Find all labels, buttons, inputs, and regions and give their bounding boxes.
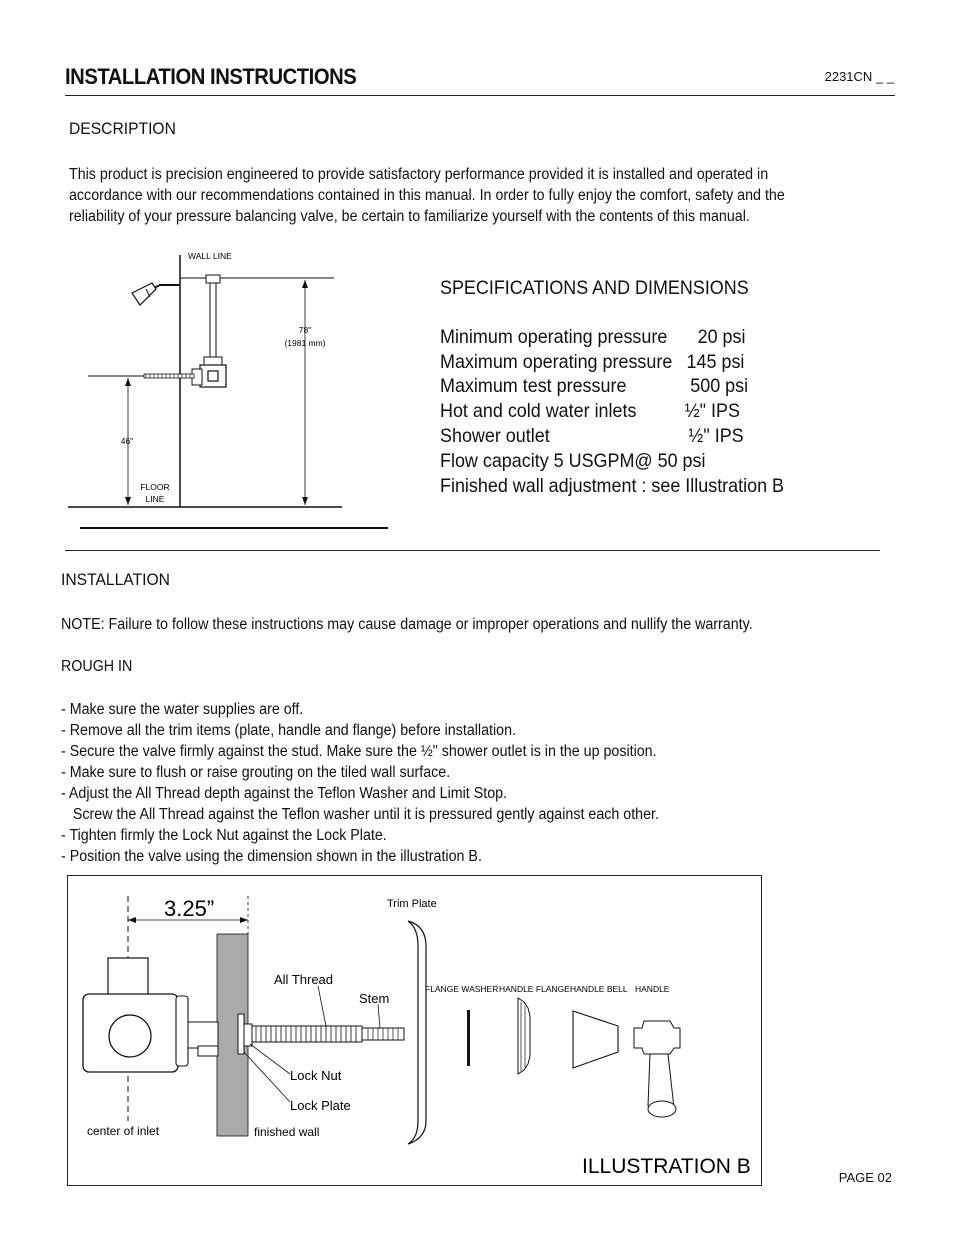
floor-line-label-2: LINE <box>145 494 165 504</box>
description-heading: DESCRIPTION <box>69 119 176 138</box>
spec-label: Maximum test pressure <box>440 375 627 398</box>
installation-heading: INSTALLATION <box>61 570 170 589</box>
spec-value: ½" IPS <box>684 400 740 423</box>
handle-bell-label: HANDLE BELL <box>570 984 628 994</box>
model-code: 2231CN _ _ <box>824 69 894 84</box>
handle-icon <box>634 1021 680 1117</box>
lock-plate <box>238 1014 244 1054</box>
spec-value: 500 psi <box>690 375 749 398</box>
illustration-b-frame <box>67 875 762 1186</box>
riser-pipe <box>210 281 216 361</box>
stem-label: Stem <box>359 991 390 1006</box>
center-of-inlet-label: center of inlet <box>87 1124 160 1138</box>
installation-note: NOTE: Failure to follow these instructions may cause damage or improper operations and nullify the warranty. <box>61 616 753 633</box>
spec-row <box>440 350 784 375</box>
rough-in-steps <box>61 699 659 867</box>
header-divider <box>65 95 895 96</box>
threaded-stem-icon <box>144 374 194 378</box>
spec-label: Hot and cold water inlets <box>440 400 637 423</box>
list-item: - Remove all the trim items (plate, handle and flange) before installation. <box>61 722 516 739</box>
specifications-block <box>440 276 784 498</box>
list-item: - Secure the valve firmly against the stud. Make sure the ½" shower outlet is in the up position. <box>61 743 657 760</box>
spec-label: Maximum operating pressure <box>440 350 673 373</box>
trim-plate-label: Trim Plate <box>387 898 437 910</box>
page-title: INSTALLATION INSTRUCTIONS <box>65 64 357 89</box>
spec-row <box>440 325 784 350</box>
flange-washer <box>467 1010 470 1066</box>
shower-dimension-diagram <box>60 245 400 535</box>
rough-in-heading: ROUGH IN <box>61 658 133 675</box>
lock-plate-label: Lock Plate <box>290 1098 351 1113</box>
shower-head-icon <box>132 283 156 305</box>
all-thread-label: All Thread <box>274 972 334 987</box>
spec-row <box>440 424 784 449</box>
handle-flange-label: HANDLE FLANGE <box>499 984 570 994</box>
stem-icon <box>362 1028 404 1040</box>
list-item: - Position the valve using the dimension shown in the illustration B. <box>61 848 482 865</box>
spec-value: 145 psi <box>686 350 745 373</box>
list-item: - Make sure to flush or raise grouting on the tiled wall surface. <box>61 764 451 781</box>
list-item: - Make sure the water supplies are off. <box>61 701 304 718</box>
spec-row <box>440 374 784 399</box>
spec-value: ½" IPS <box>688 424 744 447</box>
spec-label: Flow capacity 5 USGPM@ 50 psi <box>440 449 706 472</box>
spec-label: Minimum operating pressure <box>440 325 668 348</box>
specifications-heading: SPECIFICATIONS AND DIMENSIONS <box>440 277 749 299</box>
all-thread-icon <box>252 1026 362 1042</box>
finished-wall-label: finished wall <box>254 1125 320 1139</box>
lock-nut <box>244 1024 252 1046</box>
valve-body-icon <box>83 958 218 1072</box>
spec-row <box>440 474 784 499</box>
section-divider <box>65 550 880 551</box>
spec-row <box>440 399 784 424</box>
floor-line-label-1: FLOOR <box>140 482 170 492</box>
handle-bell-icon <box>573 1011 618 1068</box>
trim-plate <box>408 921 426 1144</box>
wall-line-label: WALL LINE <box>188 251 232 261</box>
illustration-title: ILLUSTRATION B <box>582 1155 751 1178</box>
valve-body-icon <box>192 357 226 387</box>
dim-78-in: 78" <box>298 325 312 335</box>
spec-label: Shower outlet <box>440 424 550 447</box>
lock-nut-label: Lock Nut <box>290 1068 342 1083</box>
description-text: This product is precision engineered to provide satisfactory performance provided it is installed and operated in accordance with our recommendations contained in this manual. In order to fully enjoy the comfort, safety and the reliability of your pressure balancing valve, be certain to familiarize yourself with the contents of this manual. <box>69 166 785 225</box>
list-item: Screw the All Thread against the Teflon washer until it is pressured gently against each other. <box>61 806 659 823</box>
spec-value: 20 psi <box>697 325 746 348</box>
flange-washer-label: FLANGE WASHER <box>425 984 499 994</box>
list-item: - Adjust the All Thread depth against the Teflon Washer and Limit Stop. <box>61 785 508 802</box>
dim-325-label: 3.25” <box>164 896 215 921</box>
dim-78-mm: (1981 mm) <box>284 338 326 348</box>
handle-flange-icon <box>518 998 530 1074</box>
illustration-b-drawing <box>68 876 761 1185</box>
list-item: - Tighten firmly the Lock Nut against the Lock Plate. <box>61 827 387 844</box>
page-number: PAGE 02 <box>838 1170 892 1185</box>
spec-label: Finished wall adjustment : see Illustration B <box>440 474 785 497</box>
dim-46: 46" <box>120 436 134 446</box>
handle-label: HANDLE <box>635 984 670 994</box>
spec-row <box>440 449 784 474</box>
